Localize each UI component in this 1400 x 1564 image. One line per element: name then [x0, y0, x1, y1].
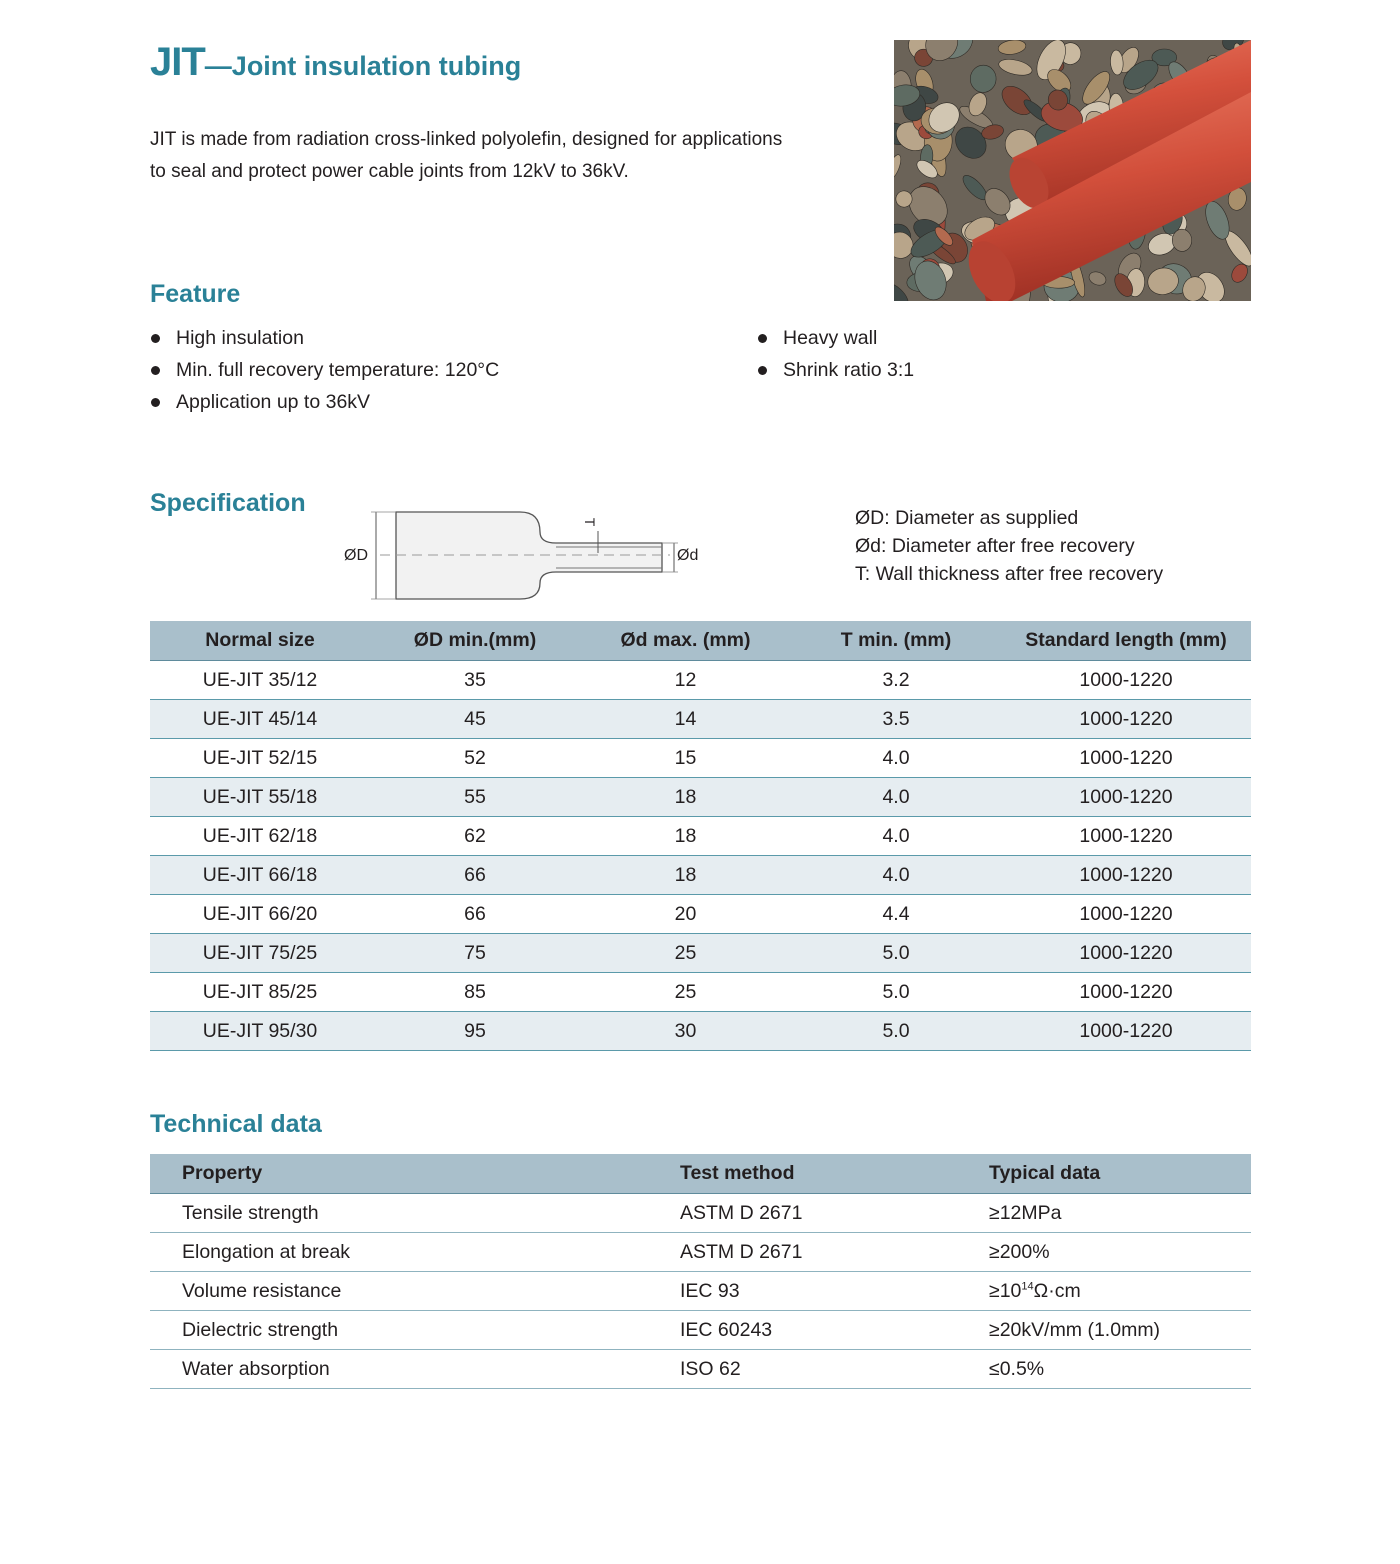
table-cell: 55: [370, 778, 580, 817]
table-cell: 45: [370, 700, 580, 739]
table-row: [150, 1350, 1251, 1389]
table-cell: 62: [370, 817, 580, 856]
column-header: Typical data: [989, 1154, 1251, 1194]
specification-table-body: [150, 661, 1251, 1051]
table-header-row: [150, 1154, 1251, 1194]
typical-data-cell: [989, 1311, 1251, 1350]
property-cell: Volume resistance: [150, 1272, 680, 1311]
typical-data-value: ≥20kV/mm (1.0mm): [989, 1318, 1161, 1341]
table-row: [150, 700, 1251, 739]
table-cell: 1000-1220: [1001, 973, 1251, 1012]
specification-table: [150, 621, 1251, 1051]
table-cell: 1000-1220: [1001, 856, 1251, 895]
table-cell: UE-JIT 52/15: [150, 739, 370, 778]
table-cell: UE-JIT 66/20: [150, 895, 370, 934]
typical-data-unit: Ω·cm: [1033, 1279, 1081, 1302]
table-cell: 4.4: [791, 895, 1001, 934]
column-header: Test method: [680, 1154, 989, 1194]
diagram-label-t: T: [582, 517, 598, 527]
table-row: [150, 778, 1251, 817]
table-row: [150, 895, 1251, 934]
table-cell: 35: [370, 661, 580, 700]
column-header: ØD min.(mm): [370, 621, 580, 661]
typical-data-cell: [989, 1233, 1251, 1272]
table-cell: 4.0: [791, 739, 1001, 778]
legend-item: T: Wall thickness after free recovery: [855, 563, 1164, 585]
table-row: [150, 1311, 1251, 1350]
table-row: [150, 1272, 1251, 1311]
table-row: [150, 856, 1251, 895]
column-header: Standard length (mm): [1001, 621, 1251, 661]
table-cell: UE-JIT 95/30: [150, 1012, 370, 1051]
table-row: [150, 817, 1251, 856]
table-cell: 18: [580, 817, 791, 856]
table-row: [150, 1194, 1251, 1233]
table-row: [150, 1012, 1251, 1051]
table-cell: 1000-1220: [1001, 895, 1251, 934]
feature-item: Application up to 36kV: [150, 386, 499, 418]
test-method-cell: IEC 60243: [680, 1311, 989, 1350]
page-title: [150, 40, 521, 85]
technical-heading: Technical data: [150, 1110, 322, 1138]
table-cell: 1000-1220: [1001, 1012, 1251, 1051]
table-row: [150, 934, 1251, 973]
table-cell: 18: [580, 856, 791, 895]
table-cell: 95: [370, 1012, 580, 1051]
table-cell: UE-JIT 45/14: [150, 700, 370, 739]
table-cell: 1000-1220: [1001, 661, 1251, 700]
table-cell: UE-JIT 55/18: [150, 778, 370, 817]
typical-data-cell: [989, 1272, 1251, 1311]
specification-heading: Specification: [150, 489, 306, 517]
column-header: Ød max. (mm): [580, 621, 791, 661]
table-cell: 4.0: [791, 778, 1001, 817]
red-tubes-on-pebbles-photo-icon: [894, 40, 1251, 301]
table-cell: 5.0: [791, 973, 1001, 1012]
table-cell: 3.5: [791, 700, 1001, 739]
column-header: T min. (mm): [791, 621, 1001, 661]
column-header: Normal size: [150, 621, 370, 661]
table-cell: 75: [370, 934, 580, 973]
table-cell: UE-JIT 85/25: [150, 973, 370, 1012]
typical-data-cell: [989, 1194, 1251, 1233]
intro-line: to seal and protect power cable joints from 12kV to 36kV.: [150, 161, 629, 182]
table-cell: 1000-1220: [1001, 934, 1251, 973]
typical-data-value: ≥10: [989, 1279, 1022, 1302]
table-cell: 25: [580, 934, 791, 973]
table-cell: 52: [370, 739, 580, 778]
diagram-label-od: ØD: [344, 547, 368, 564]
feature-item: Shrink ratio 3:1: [757, 354, 914, 386]
typical-data-exponent: 14: [1021, 1280, 1034, 1292]
dimension-legend: [855, 504, 1163, 588]
column-header: Property: [150, 1154, 680, 1194]
table-row: [150, 973, 1251, 1012]
title-code: JIT: [150, 40, 205, 84]
table-row: [150, 739, 1251, 778]
table-cell: 30: [580, 1012, 791, 1051]
property-cell: Dielectric strength: [150, 1311, 680, 1350]
typical-data-value: ≥200%: [989, 1240, 1050, 1263]
table-cell: 85: [370, 973, 580, 1012]
table-cell: 25: [580, 973, 791, 1012]
legend-item: ØD: Diameter as supplied: [855, 507, 1079, 529]
table-cell: 15: [580, 739, 791, 778]
table-header-row: [150, 621, 1251, 661]
property-cell: Water absorption: [150, 1350, 680, 1389]
table-row: [150, 1233, 1251, 1272]
table-cell: 3.2: [791, 661, 1001, 700]
diagram-label-id: Ød: [677, 547, 699, 564]
table-cell: 14: [580, 700, 791, 739]
feature-item: Min. full recovery temperature: 120°C: [150, 354, 499, 386]
typical-data-value: ≥12MPa: [989, 1201, 1062, 1224]
table-cell: 4.0: [791, 817, 1001, 856]
table-cell: 12: [580, 661, 791, 700]
technical-table: [150, 1154, 1251, 1389]
test-method-cell: ISO 62: [680, 1350, 989, 1389]
feature-list-right: [757, 322, 914, 386]
typical-data-value: ≤0.5%: [989, 1357, 1045, 1380]
product-photo: [894, 40, 1251, 301]
feature-item: Heavy wall: [757, 322, 914, 354]
legend-item: Ød: Diameter after free recovery: [855, 535, 1135, 557]
test-method-cell: ASTM D 2671: [680, 1233, 989, 1272]
table-cell: 5.0: [791, 1012, 1001, 1051]
typical-data-cell: [989, 1350, 1251, 1389]
property-cell: Tensile strength: [150, 1194, 680, 1233]
table-cell: 1000-1220: [1001, 700, 1251, 739]
table-cell: 1000-1220: [1001, 739, 1251, 778]
intro-line: JIT is made from radiation cross-linked polyolefin, designed for applications: [150, 129, 783, 150]
table-cell: 20: [580, 895, 791, 934]
table-cell: 1000-1220: [1001, 817, 1251, 856]
table-cell: 66: [370, 895, 580, 934]
technical-table-body: [150, 1194, 1251, 1389]
feature-item: High insulation: [150, 322, 499, 354]
intro-paragraph: [150, 124, 870, 188]
table-row: [150, 661, 1251, 700]
feature-heading: Feature: [150, 280, 241, 308]
table-cell: 4.0: [791, 856, 1001, 895]
table-cell: UE-JIT 35/12: [150, 661, 370, 700]
table-cell: 5.0: [791, 934, 1001, 973]
tube-dimension-diagram: [340, 505, 720, 605]
property-cell: Elongation at break: [150, 1233, 680, 1272]
table-cell: UE-JIT 62/18: [150, 817, 370, 856]
table-cell: 1000-1220: [1001, 778, 1251, 817]
table-cell: UE-JIT 66/18: [150, 856, 370, 895]
test-method-cell: IEC 93: [680, 1272, 989, 1311]
table-cell: 18: [580, 778, 791, 817]
title-text: Joint insulation tubing: [231, 51, 522, 81]
test-method-cell: ASTM D 2671: [680, 1194, 989, 1233]
table-cell: UE-JIT 75/25: [150, 934, 370, 973]
feature-list-left: [150, 322, 499, 418]
title-dash: —: [204, 51, 232, 81]
pebble: [1172, 229, 1192, 252]
table-cell: 66: [370, 856, 580, 895]
